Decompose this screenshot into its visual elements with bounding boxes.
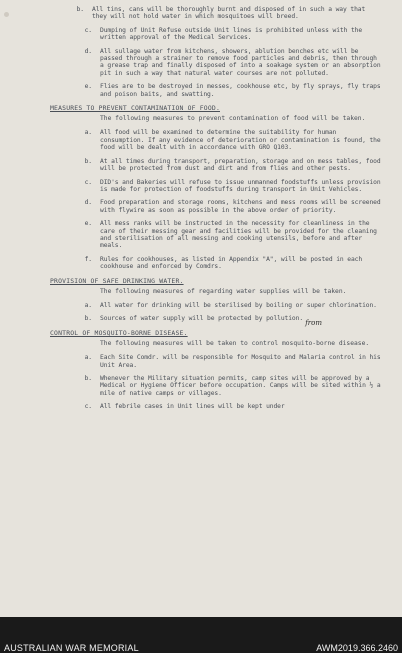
- item-text: Rules for cookhouses, as listed in Appendix "A", will be posted in each cookhouse and enforced by Comdrs.: [100, 255, 363, 271]
- list-item: [22, 403, 382, 410]
- list-item: [22, 27, 382, 42]
- item-text: All water for drinking will be sterilised by boiling or super chlorination.: [100, 301, 377, 309]
- item-letter: d.: [84, 199, 92, 207]
- list-item: [22, 158, 382, 173]
- item-text: All febrile cases in Unit lines will be kept under: [100, 403, 285, 411]
- item-letter: c.: [84, 403, 92, 411]
- document-body: [22, 6, 382, 417]
- handwritten-note: from: [305, 318, 322, 327]
- footer-accession-number: AWM2019.366.2460: [316, 643, 398, 653]
- item-text: Each Site Comdr. will be responsible for Mosquito and Malaria control in his Unit Area.: [100, 354, 381, 369]
- item-letter: c.: [84, 26, 92, 34]
- footer-institution: AUSTRALIAN WAR MEMORIAL: [4, 643, 139, 653]
- items-water: [22, 301, 382, 327]
- item-text: All food will be examined to determine the suitability for human consumption. If any evidence of deterioration or contamination is found, the food will be dealt with in accordance with GRO Q103.: [100, 129, 381, 152]
- item-text: All sullage water from kitchens, showers, ablution benches etc will be passed through a strainer to remove food particles and debris, then through a grease trap and finally disposed of into a soakage system or an absorption pit in such a way that natural water courses are not polluted.: [100, 47, 381, 77]
- list-item: [22, 256, 382, 271]
- list-item: [22, 129, 382, 151]
- item-letter: a.: [84, 129, 92, 137]
- item-text: Food preparation and storage rooms, kitchens and mess rooms will be screened with flywire as soon as possible in the above order of priority.: [100, 199, 381, 214]
- item-text: All mess ranks will be instructed in the necessity for cleanliness in the care of their messing gear and facilities will be provided for the cleaning and sterilisation of all messing and cooking utensils, before and after meals.: [100, 220, 377, 250]
- list-item: [22, 302, 382, 309]
- section-intro-food: The following measures to prevent contamination of food will be taken.: [100, 115, 366, 123]
- item-text: DID's and Bakeries will refuse to issue unmanned foodstuffs unless provision is made for protection of foodstuffs during transport in Unit Vehicles.: [100, 178, 381, 193]
- section-intro-water: The following measures of regarding water supplies will be taken.: [100, 287, 347, 295]
- items-food: [22, 129, 382, 270]
- item-letter: e.: [84, 83, 92, 91]
- list-item: [22, 179, 382, 194]
- list-item: [22, 354, 382, 369]
- list-item: [22, 220, 382, 250]
- items-mosquito: [22, 354, 382, 410]
- section-heading-food: MEASURES TO PREVENT CONTAMINATION OF FOOD.: [50, 104, 220, 113]
- list-item: [22, 48, 382, 78]
- section-intro-mosquito: The following measures will be taken to control mosquito-borne disease.: [100, 339, 370, 347]
- list-item: [22, 199, 382, 214]
- item-letter: b.: [84, 157, 92, 165]
- item-text: At all times during transport, preparation, storage and on mess tables, food will be protected from dust and dirt and from flies and other pests.: [100, 157, 381, 173]
- item-text: Dumping of Unit Refuse outside Unit lines is prohibited unless with the written approval of the Medical Services.: [100, 26, 363, 42]
- item-text: Sources of water supply will be protected by pollution.: [100, 315, 304, 323]
- item-letter: d.: [84, 47, 92, 55]
- archive-footer: [0, 617, 402, 653]
- item-letter: b.: [84, 375, 92, 382]
- item-text: Whenever the Military situation permits, camp sites will be approved by a Medical or Hygiene Officer before occupation. Camps will be sited within ½ a mile of native camps or villages.: [100, 375, 381, 397]
- list-item: [22, 83, 382, 98]
- item-letter: b.: [84, 315, 92, 323]
- item-letter: a.: [84, 301, 92, 309]
- punch-hole: [4, 12, 9, 17]
- list-item: [22, 6, 382, 21]
- item-text: Flies are to be destroyed in messes, cookhouse etc, by fly sprays, fly traps and poison baits, and swatting.: [100, 83, 381, 98]
- list-item: [22, 375, 382, 397]
- item-text: All tins, cans will be thoroughly burnt and disposed of in such a way that they will not hold water in which mosquitoes will breed.: [92, 6, 366, 21]
- item-letter: c.: [84, 178, 92, 186]
- section-heading-water: PROVISION OF SAFE DRINKING WATER.: [50, 276, 184, 285]
- item-letter: e.: [84, 220, 92, 228]
- item-letter: a.: [84, 354, 92, 362]
- section-heading-mosquito: CONTROL OF MOSQUITO-BORNE DISEASE.: [50, 328, 188, 337]
- item-letter: f.: [84, 255, 92, 263]
- list-item: [22, 315, 382, 322]
- items-top: [22, 6, 382, 98]
- item-letter: b.: [76, 6, 84, 13]
